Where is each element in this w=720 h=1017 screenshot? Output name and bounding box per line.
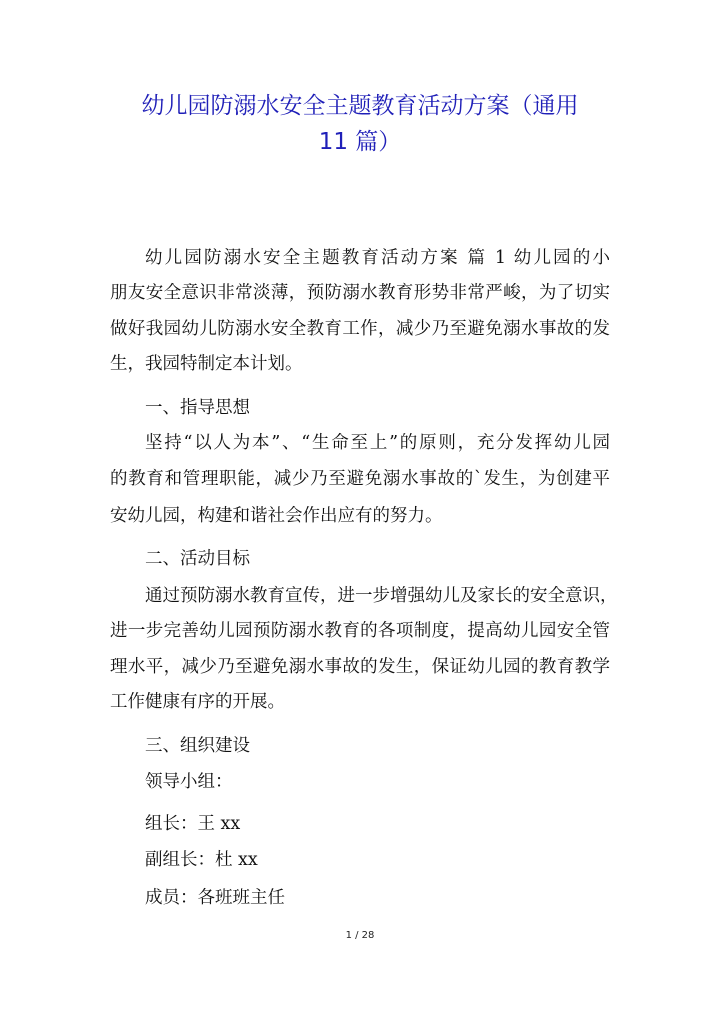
paragraph-line: 组长：王 xx	[145, 814, 241, 834]
paragraph-line: 成员：各班班主任	[145, 888, 285, 908]
paragraph-line: 工作健康有序的开展。	[110, 692, 285, 712]
section-heading: 三、组织建设	[145, 736, 250, 756]
paragraph-line: 幼儿园防溺水安全主题教育活动方案 篇 1 幼儿园的小	[145, 248, 610, 268]
paragraph-line: 副组长：杜 xx	[145, 850, 258, 870]
paragraph-line: 坚持“以人为本”、“生命至上”的原则，充分发挥幼儿园	[145, 433, 610, 453]
paragraph-line: 朋友安全意识非常淡薄，预防溺水教育形势非常严峻，为了切实	[110, 283, 610, 303]
section-heading: 二、活动目标	[145, 549, 250, 569]
paragraph-line: 的教育和管理职能，减少乃至避免溺水事故的`发生，为创建平	[110, 469, 610, 489]
paragraph-line: 通过预防溺水教育宣传，进一步增强幼儿及家长的安全意识，	[145, 586, 618, 606]
paragraph-line: 安幼儿园，构建和谐社会作出应有的努力。	[110, 506, 443, 526]
document-title-line-1: 幼儿园防溺水安全主题教育活动方案（通用	[141, 93, 579, 119]
page-number: 1 / 28	[345, 930, 375, 941]
document-title-line-2: 11 篇）	[318, 129, 402, 155]
paragraph-line: 生，我园特制定本计划。	[110, 354, 303, 374]
paragraph-line: 领导小组：	[145, 772, 233, 792]
paragraph-line: 进一步完善幼儿园预防溺水教育的各项制度，提高幼儿园安全管	[110, 621, 610, 641]
section-heading: 一、指导思想	[145, 398, 250, 418]
paragraph-line: 理水平，减少乃至避免溺水事故的发生，保证幼儿园的教育教学	[110, 657, 610, 677]
paragraph-line: 做好我园幼儿防溺水安全教育工作，减少乃至避免溺水事故的发	[110, 319, 610, 339]
